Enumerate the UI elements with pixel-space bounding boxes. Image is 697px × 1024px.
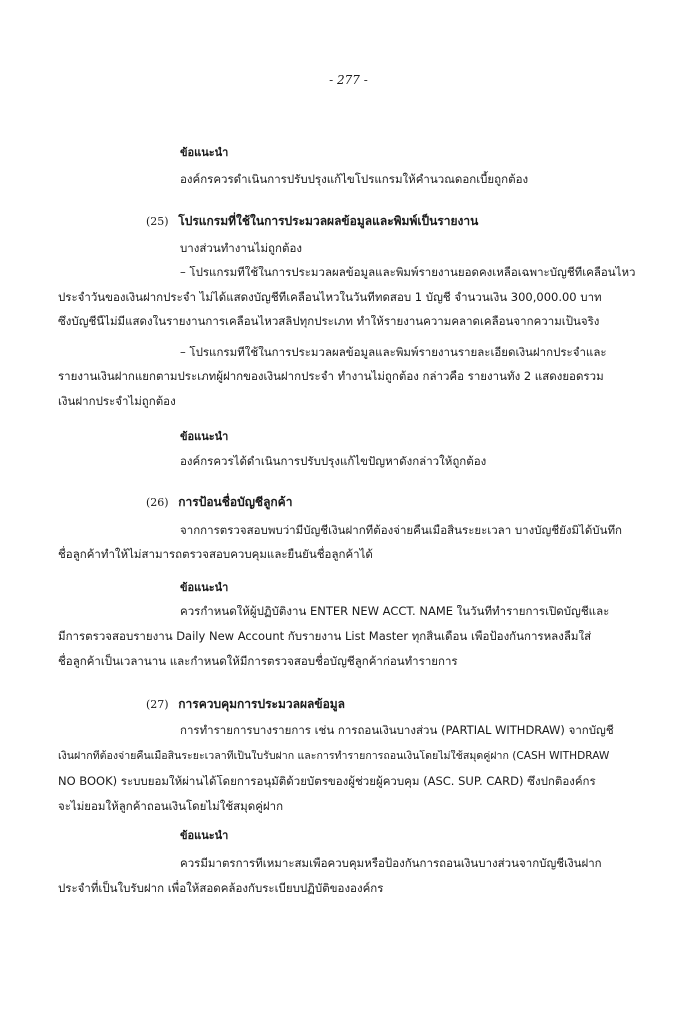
recommendation-line-3: ชื่อลูกค้าเป็นเวลานาน และกำหนดให้มีการตรวจสอบชื่อบัญชีลูกค้าก่อนทำรายการ <box>58 654 458 668</box>
recommendation-heading: ข้อแนะนำ <box>180 829 229 842</box>
page-number: - 277 - <box>329 73 368 87</box>
section-title: การควบคุมการประมวลผลข้อมูล <box>178 697 346 711</box>
paragraph-line-4: จะไม่ยอมให้ลูกค้าถอนเงินโดยไม่ใช้สมุดคู่ฝาก <box>58 799 284 813</box>
recommendation-heading: ข้อแนะนำ <box>180 581 229 594</box>
recommendation-heading: ข้อแนะนำ <box>180 430 229 443</box>
section-number: (25) <box>146 215 169 228</box>
bullet-2-line-3: เงินฝากประจำไม่ถูกต้อง <box>58 394 176 408</box>
recommendation-line-1: ควรกำหนดให้ผู้ปฏิบัติงาน ENTER NEW ACCT. NAME ในวันที่ทำรายการเปิดบัญชีและ <box>180 605 610 618</box>
recommendation-line-1: ควรมีมาตรการที่เหมาะสมเพื่อควบคุมหรือป้องกันการถอนเงินบางส่วนจากบัญชีเงินฝาก <box>180 857 602 870</box>
bullet-1-line-3: ซึ่งบัญชีนี้ไม่มีแสดงในรายงานการเคลื่อนไหวสลิปทุกประเภท ทำให้รายงานความคลาดเคลื่อนจากความเป็นจริง <box>58 315 600 328</box>
recommendation-text: องค์กรควรได้ดำเนินการปรับปรุงแก้ไขปัญหาดังกล่าวให้ถูกต้อง <box>180 454 487 468</box>
paragraph-line-1: การทำรายการบางรายการ เช่น การถอนเงินบางส่วน (PARTIAL WITHDRAW) จากบัญชี <box>180 724 614 737</box>
section-27-heading <box>146 697 345 712</box>
section-number: (27) <box>146 698 169 711</box>
section-number: (26) <box>146 496 169 509</box>
section-25-heading <box>146 214 478 229</box>
section-title: โปรแกรมที่ใช้ในการประมวลผลข้อมูลและพิมพ์เป็นรายงาน <box>178 214 479 228</box>
section-title: การป้อนชื่อบัญชีลูกค้า <box>178 495 293 509</box>
recommendation-line-2: มีการตรวจสอบรายงาน Daily New Account กับรายงาน List Master ทุกสิ้นเดือน เพื่อป้องกันการหลงลืมใส่ <box>58 630 592 643</box>
section-26-heading <box>146 495 292 510</box>
bullet-1-line-2: ประจำวันของเงินฝากประจำ ไม่ได้แสดงบัญชีที่เคลื่อนไหวในวันที่ทดสอบ 1 บัญชี จำนวนเงิน 300,000.00 บาท <box>58 291 602 304</box>
section-25-intro: บางส่วนทำงานไม่ถูกต้อง <box>180 241 302 255</box>
recommendation-line-2: ประจำที่เป็นใบรับฝาก เพื่อให้สอดคล้องกับระเบียบปฏิบัติขององค์กร <box>58 881 384 895</box>
bullet-2-line-2: รายงานเงินฝากแยกตามประเภทผู้ฝากของเงินฝากประจำ ทำงานไม่ถูกต้อง กล่าวคือ รายงานทั้ง 2 แสดงยอดรวม <box>58 370 604 383</box>
paragraph-line-2: เงินฝากที่ต้องจ่ายคืนเมื่อสิ้นระยะเวลาที่เป็นใบรับฝาก และการทำรายการถอนเงินโดยไม่ใช้สมุดคู่ฝาก (CASH WITHDRAW <box>58 750 610 762</box>
bullet-1-line-1: – โปรแกรมที่ใช้ในการประมวลผลข้อมูลและพิมพ์รายงานยอดคงเหลือเฉพาะบัญชีที่เคลื่อนไหว <box>180 266 636 279</box>
bullet-2-line-1: – โปรแกรมที่ใช้ในการประมวลผลข้อมูลและพิมพ์รายงานรายละเอียดเงินฝากประจำและ <box>180 346 607 359</box>
recommendation-heading: ข้อแนะนำ <box>180 146 229 159</box>
paragraph-line-2: ชื่อลูกค้าทำให้ไม่สามารถตรวจสอบควบคุมและยืนยันชื่อลูกค้าได้ <box>58 547 373 561</box>
paragraph-line-3: NO BOOK) ระบบยอมให้ผ่านได้โดยการอนุมัติด้วยบัตรของผู้ช่วยผู้ควบคุม (ASC. SUP. CARD) ซึ่งปกติองค์กร <box>58 775 596 788</box>
paragraph-line-1: จากการตรวจสอบพบว่ามีบัญชีเงินฝากที่ต้องจ่ายคืนเมื่อสิ้นระยะเวลา บางบัญชียังมิได้บันทึก <box>180 524 623 537</box>
recommendation-text: องค์กรควรดำเนินการปรับปรุงแก้ไขโปรแกรมให้คำนวณดอกเบี้ยถูกต้อง <box>180 172 529 186</box>
